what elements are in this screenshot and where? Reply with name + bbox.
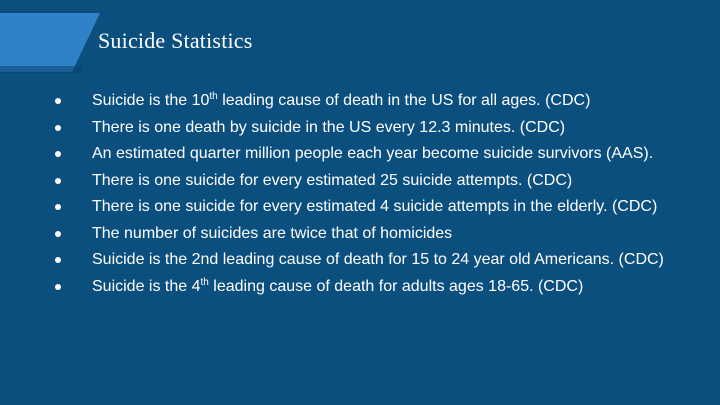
slide-title: Suicide Statistics bbox=[98, 28, 253, 53]
bullet-text: There is one suicide for every estimated 4 suicide attempts in the elderly. (CDC) bbox=[92, 198, 658, 215]
bullet-text: Suicide is the 2nd leading cause of death for 15 to 24 year old Americans. (CDC) bbox=[92, 251, 664, 268]
bullet-item bbox=[52, 145, 672, 162]
bullet-dot-icon bbox=[55, 284, 61, 290]
bullet-item bbox=[52, 92, 672, 109]
bullet-dot-icon bbox=[55, 257, 61, 263]
bullet-text: There is one death by suicide in the US every 12.3 minutes. (CDC) bbox=[92, 118, 566, 136]
bullet-text: Suicide is the 10 bbox=[92, 92, 210, 109]
bullet-dot-icon bbox=[55, 204, 61, 210]
bullet-item bbox=[52, 225, 672, 242]
bullet-dot-icon bbox=[55, 178, 61, 184]
bullet-dot-icon bbox=[55, 151, 61, 157]
bullet-item bbox=[52, 198, 672, 215]
title-accent-band bbox=[0, 13, 100, 72]
bullet-item bbox=[52, 278, 672, 295]
bullet-text-continued: leading cause of death for adults ages 18-65. (CDC) bbox=[208, 277, 584, 295]
bullet-text: The number of suicides are twice that of homicides bbox=[92, 224, 453, 242]
bullet-item bbox=[52, 119, 672, 136]
bullet-text: An estimated quarter million people each year become suicide survivors (AAS). bbox=[92, 145, 654, 162]
bullet-text-continued: leading cause of death in the US for all ages. (CDC) bbox=[217, 92, 591, 109]
bullet-dot-icon bbox=[55, 125, 61, 131]
bullet-text: Suicide is the 4 bbox=[92, 277, 201, 295]
bullet-item bbox=[52, 251, 672, 268]
title-accent-shadow bbox=[0, 66, 82, 73]
bullet-item bbox=[52, 172, 672, 189]
bullet-text: There is one suicide for every estimated 25 suicide attempts. (CDC) bbox=[92, 171, 573, 189]
ordinal-suffix: th bbox=[209, 91, 218, 102]
bullet-dot-icon bbox=[55, 231, 61, 237]
ordinal-suffix: th bbox=[200, 276, 209, 288]
bullet-list bbox=[52, 92, 672, 304]
bullet-dot-icon bbox=[55, 98, 61, 104]
